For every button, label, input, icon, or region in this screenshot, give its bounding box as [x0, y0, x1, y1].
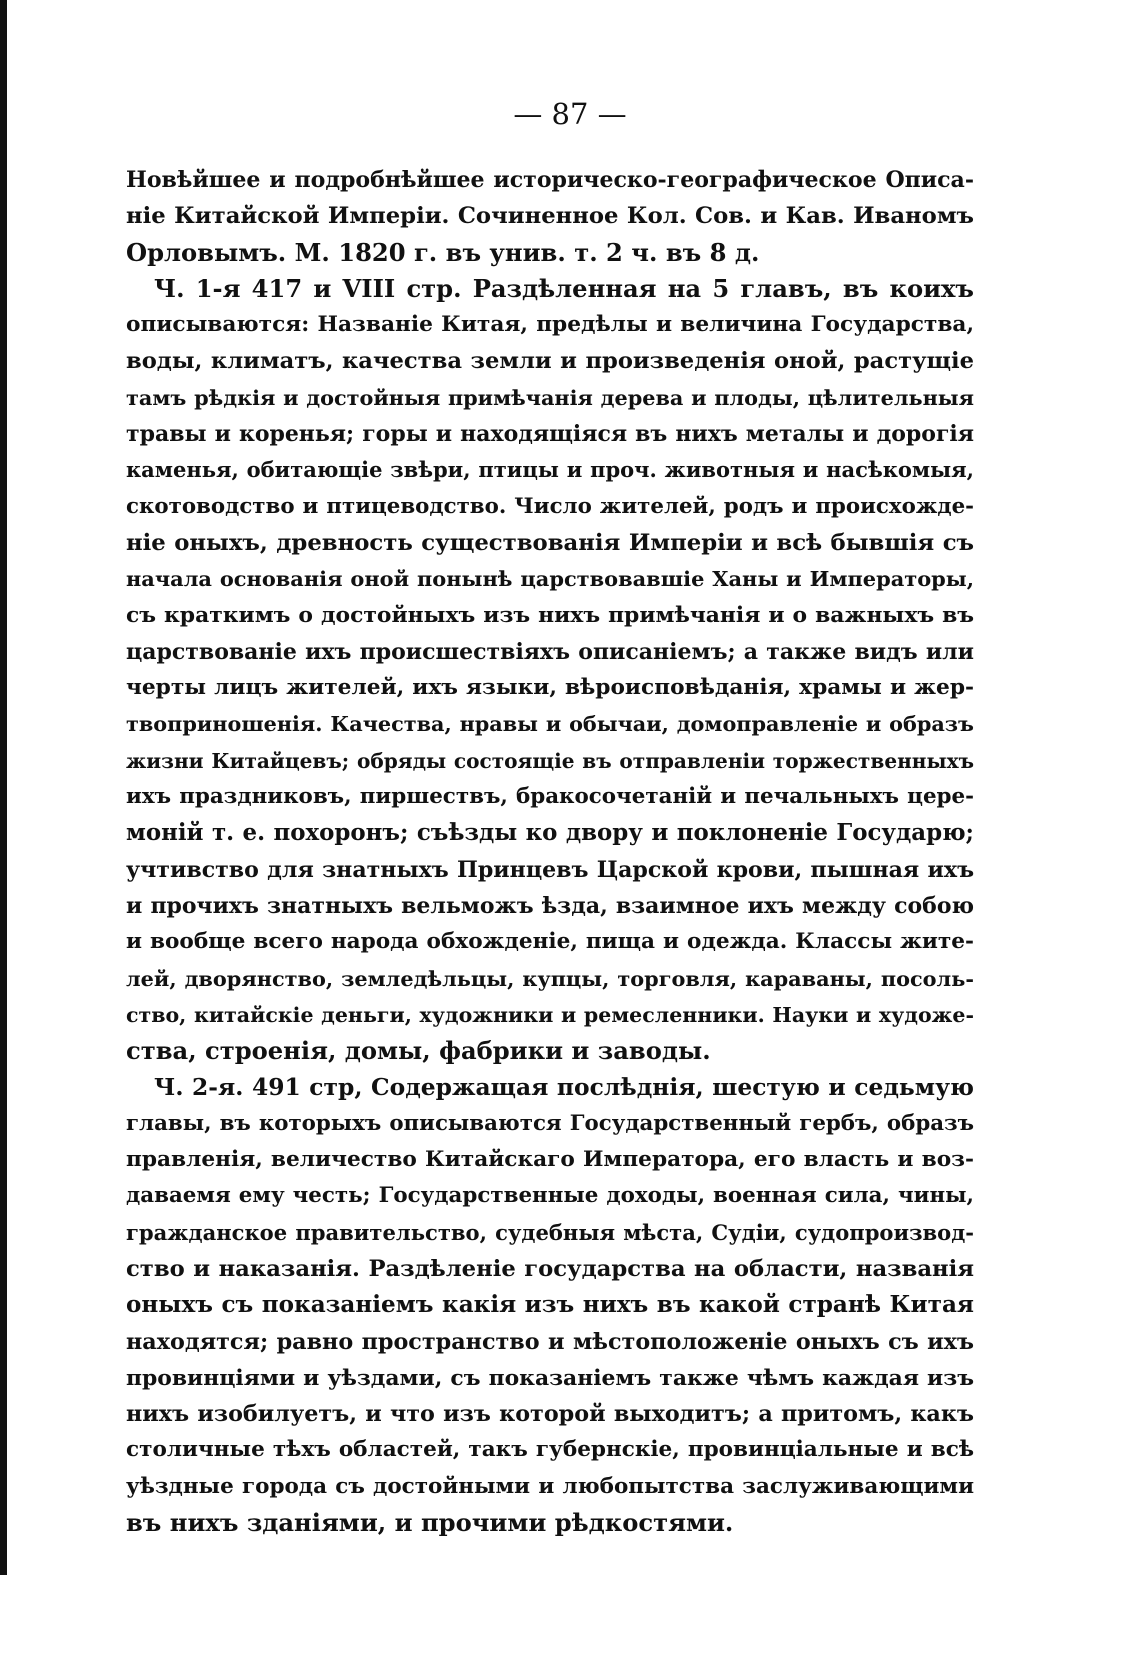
text-line: ства, строенія, домы, фабрики и заводы. — [126, 1036, 711, 1066]
text-line: скотоводство и птицеводство. Число жителей, родъ и происхожде- — [126, 493, 974, 519]
text-line: Ч. 1-я 417 и VIII стр. Раздѣленная на 5 главъ, въ коихъ — [154, 273, 974, 303]
text-line: находятся; равно пространство и мѣстоположеніе оныхъ съ ихъ — [126, 1328, 974, 1355]
text-line: гражданское правительство, судебныя мѣста, Судіи, судопроизвод- — [126, 1219, 974, 1245]
text-line: моній т. е. похоронъ; съѣзды ко двору и поклоненіе Государю; — [126, 820, 974, 847]
text-line: учтивство для знатныхъ Принцевъ Царской крови, пышная ихъ — [126, 856, 974, 883]
paragraph-part-2 — [126, 1069, 974, 1541]
text-line: ство, китайскіе деньги, художники и ремесленники. Науки и художе- — [126, 1002, 974, 1027]
text-line: воды, климатъ, качества земли и произведенія оной, растущіе — [126, 348, 974, 375]
text-line: и вообще всего народа обхожденіе, пища и одежда. Классы жите- — [126, 929, 974, 955]
text-line: жизни Китайцевъ; обряды состоящіе въ отправленіи торжественныхъ — [126, 748, 974, 773]
text-line: травы и коренья; горы и находящіяся въ нихъ металы и дорогія — [126, 421, 974, 448]
text-line: ство и наказанія. Раздѣленіе государства на области, названія — [126, 1255, 974, 1282]
text-line: даваемя ему честь; Государственные доходы, военная сила, чины, — [126, 1183, 974, 1209]
text-line: Новѣйшее и подробнѣйшее историческо-географическое Описа- — [126, 167, 974, 193]
text-line: черты лицъ жителей, ихъ языки, вѣроисповѣданія, храмы и жер- — [126, 675, 974, 701]
text-line: уѣздные города съ достойными и любопытства заслуживающими — [126, 1473, 974, 1499]
text-line: описываются: Названіе Китая, предѣлы и величина Государства, — [126, 312, 974, 338]
text-line: нихъ изобилуетъ, и что изъ которой выходитъ; а притомъ, какъ — [126, 1401, 974, 1428]
text-line: и прочихъ знатныхъ вельможъ ѣзда, взаимное ихъ между собою — [126, 892, 974, 919]
text-line: оныхъ съ показаніемъ какія изъ нихъ въ какой странѣ Китая — [126, 1291, 974, 1319]
text-line: Орловымъ. М. 1820 г. въ унив. т. 2 ч. въ 8 д. — [126, 237, 760, 267]
text-line: столичные тѣхъ областей, такъ губернскіе, провинціальные и всѣ — [126, 1437, 974, 1463]
text-line: въ нихъ зданіями, и прочими рѣдкостями. — [126, 1507, 734, 1537]
page-edge-shadow — [0, 0, 7, 1575]
text-line: каменья, обитающіе звѣри, птицы и проч. животныя и насѣкомыя, — [126, 457, 974, 483]
page-number: — 87 — — [513, 97, 627, 131]
text-line: царствованіе ихъ происшествіяхъ описаніемъ; а также видъ или — [126, 638, 974, 665]
text-line: твоприношенія. Качества, нравы и обычаи, домоправленіе и образъ — [126, 711, 974, 737]
text-line: тамъ рѣдкія и достойныя примѣчанія дерева и плоды, цѣлительныя — [126, 384, 974, 410]
text-line: провинціями и уѣздами, съ показаніемъ также чѣмъ каждая изъ — [126, 1364, 974, 1391]
text-line: лей, дворянство, земледѣльцы, купцы, торговля, караваны, посоль- — [126, 965, 974, 991]
text-line: правленія, величество Китайскаго Императора, его власть и воз- — [126, 1147, 974, 1173]
text-line: главы, въ которыхъ описываются Государственный гербъ, образъ — [126, 1110, 974, 1136]
text-line: ніе оныхъ, древность существованія Имперіи и всѣ бывшія съ — [126, 529, 974, 556]
paragraph-part-1 — [126, 271, 974, 1070]
text-line: ніе Китайской Имперіи. Сочиненное Кол. Сов. и Кав. Иваномъ — [126, 203, 974, 230]
text-line: съ краткимъ о достойныхъ изъ нихъ примѣчанія и о важныхъ въ — [126, 602, 974, 628]
text-line: Ч. 2-я. 491 стр, Содержащая послѣднія, шестую и седьмую — [154, 1073, 974, 1102]
paragraph-title — [126, 162, 974, 271]
text-line: ихъ праздниковъ, пиршествъ, бракосочетаній и печальныхъ цере- — [126, 784, 974, 810]
text-line: начала основанія оной понынѣ царствовавшіе Ханы и Императоры, — [126, 566, 974, 592]
body-text — [126, 162, 974, 1541]
